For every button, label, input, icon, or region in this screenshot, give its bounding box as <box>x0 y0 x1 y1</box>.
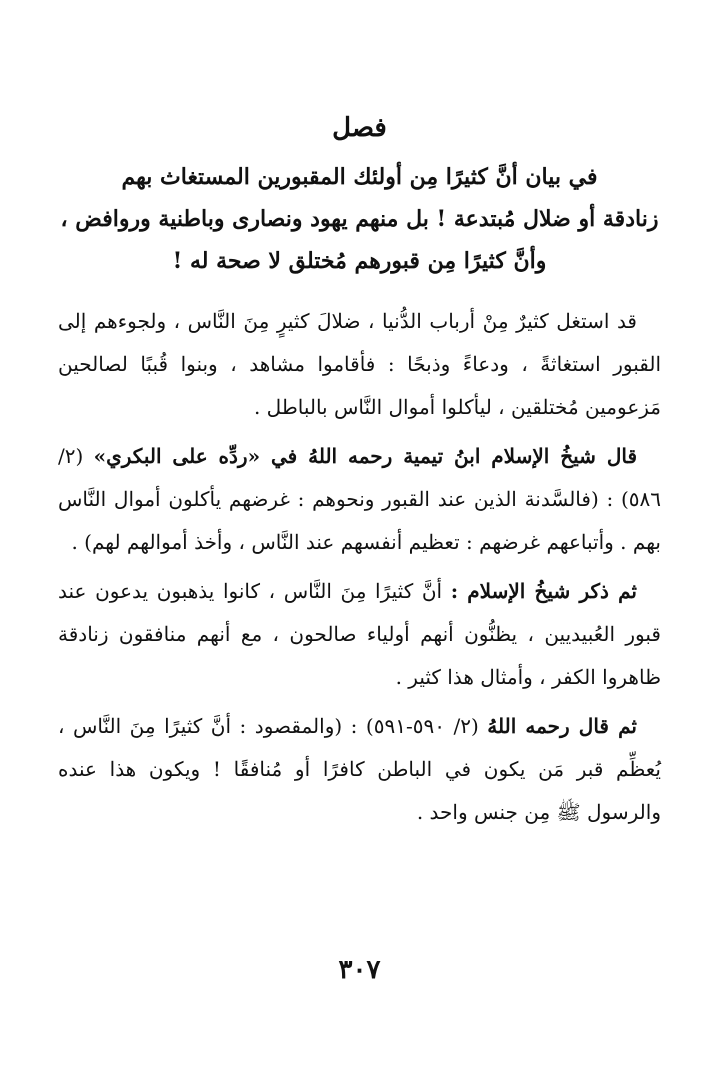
paragraph-1-text: قد استغل كثيرٌ مِنْ أرباب الدُّنيا ، ضلالَ كثيرٍ مِنَ النَّاس ، ولجوءهم إلى القبور استغاثةً ، ودعاءً وذبحًا : فأقاموا مشاهد ، وبنوا قُببًا لصالحين مَزعومين مُختلقين ، ليأكلوا أموال النَّاس بالباطل . <box>58 309 661 419</box>
page-number: ٣٠٧ <box>338 955 381 985</box>
paragraph-4 <box>58 705 661 834</box>
paragraph-4-lead: ثم قال رحمه اللهُ <box>487 714 637 738</box>
paragraph-2-text: (٢/ ٥٨٦) : (فالسَّدنة الذين عند القبور ونحوهم : غرضهم يأكلون أموال النَّاس بهم . وأتباعهم غرضهم : تعظيم أنفسهم عند النَّاس ، وأخذ أموالهم لهم) . <box>58 444 661 554</box>
paragraph-2 <box>58 435 661 564</box>
paragraph-3 <box>58 570 661 699</box>
heading-line-3: وأنَّ كثيرًا مِن قبورهم مُختلق لا صحة له ! <box>172 248 547 274</box>
section-heading <box>58 108 661 282</box>
paragraph-3-text: أنَّ كثيرًا مِنَ النَّاس ، كانوا يذهبون يدعون عند قبور العُبيديين ، يظنُّون أنهم أولياء صالحون ، مع أنهم منافقون زنادقة ظاهروا الكفر ، وأمثال هذا كثير . <box>58 579 661 689</box>
chapter-title: فصل <box>332 113 387 143</box>
paragraph-2-lead: قال شيخُ الإسلام ابنُ تيمية رحمه اللهُ في «ردِّه على البكري» <box>93 444 637 468</box>
paragraph-3-lead: ثم ذكر شيخُ الإسلام : <box>450 579 637 603</box>
heading-line-1: في بيان أنَّ كثيرًا مِن أولئك المقبورين المستغاث بهم <box>121 164 598 190</box>
body-text <box>58 300 661 840</box>
heading-line-2: زنادقة أو ضلال مُبتدعة ! بل منهم يهود ونصارى وباطنية وروافض ، <box>60 206 659 232</box>
paragraph-1 <box>58 300 661 429</box>
paragraph-4-text: (٢/ ٥٩٠-٥٩١) : (والمقصود : أنَّ كثيرًا مِنَ النَّاس ، يُعظِّم قبر مَن يكون في الباطن كافرًا أو مُنافقًا ! ويكون هذا عنده والرسول ﷺ مِن جنس واحد . <box>58 714 661 824</box>
